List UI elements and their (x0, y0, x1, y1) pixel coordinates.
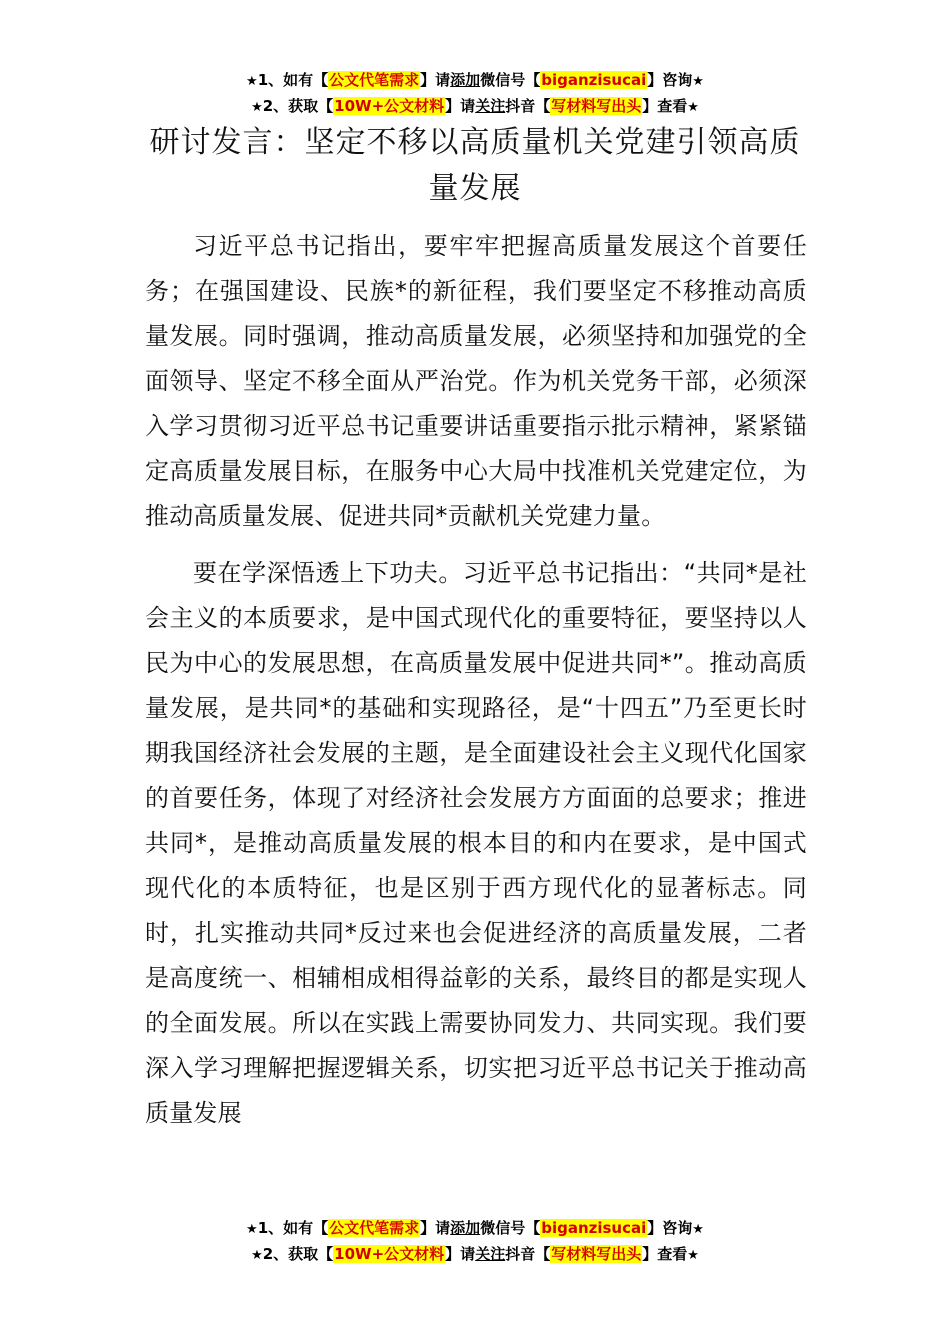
highlight-douyin-id: 写材料写出头 (551, 1245, 642, 1263)
banner-text: 】咨询 (647, 1219, 693, 1237)
banner-text: 】查看 (642, 97, 688, 115)
star-icon: ★ (246, 74, 258, 89)
star-icon: ★ (251, 100, 263, 115)
banner-line-2 (0, 1242, 950, 1268)
underlined-text: 关注 (475, 97, 506, 115)
highlight-service: 公文代笔需求 (329, 1219, 420, 1237)
banner-text: 】咨询 (647, 71, 693, 89)
banner-text: 微信号【 (480, 1219, 541, 1237)
underlined-text: 添加 (450, 1219, 481, 1237)
banner-text: 】请 (445, 97, 476, 115)
banner-text: 】查看 (642, 1245, 688, 1263)
highlight-materials: 10W+公文材料 (334, 1245, 445, 1263)
underlined-text: 添加 (450, 71, 481, 89)
highlight-douyin-id: 写材料写出头 (551, 97, 642, 115)
star-icon: ★ (251, 1248, 263, 1263)
star-icon: ★ (687, 100, 699, 115)
document-title: 研讨发言：坚定不移以高质量机关党建引领高质量发展 (149, 125, 801, 206)
banner-text: 2、获取【 (262, 97, 334, 115)
banner-line-1 (0, 68, 950, 94)
highlight-service: 公文代笔需求 (329, 71, 420, 89)
banner-text: 抖音【 (505, 97, 551, 115)
header-banner (0, 68, 950, 120)
footer-banner (0, 1216, 950, 1268)
star-icon: ★ (246, 1222, 258, 1237)
banner-text: 】请 (445, 1245, 476, 1263)
banner-text: 2、获取【 (262, 1245, 334, 1263)
highlight-wechat-id: biganzisucai (541, 1219, 647, 1237)
highlight-materials: 10W+公文材料 (334, 97, 445, 115)
paragraph: 习近平总书记指出，要牢牢把握高质量发展这个首要任务；在强国建设、民族*的新征程，我们要坚定不移推动高质量发展。同时强调，推动高质量发展，必须坚持和加强党的全面领导、坚定不移全面从严治党。作为机关党务干部，必须深入学习贯彻习近平总书记重要讲话重要指示批示精神，紧紧锚定高质量发展目标，在服务中心大局中找准机关党建定位，为推动高质量发展、促进共同*贡献机关党建力量。 (145, 232, 807, 530)
banner-line-1 (0, 1216, 950, 1242)
star-icon: ★ (692, 74, 704, 89)
banner-text: 抖音【 (505, 1245, 551, 1263)
banner-text: 】请 (420, 1219, 451, 1237)
banner-line-2 (0, 94, 950, 120)
highlight-wechat-id: biganzisucai (541, 71, 647, 89)
banner-text: 】请 (420, 71, 451, 89)
banner-text: 1、如有【 (257, 1219, 329, 1237)
star-icon: ★ (692, 1222, 704, 1237)
banner-text: 1、如有【 (257, 71, 329, 89)
star-icon: ★ (687, 1248, 699, 1263)
banner-text: 微信号【 (480, 71, 541, 89)
document-body (145, 224, 807, 1148)
paragraph: 要在学深悟透上下功夫。习近平总书记指出：“共同*是社会主义的本质要求，是中国式现代化的重要特征，要坚持以人民为中心的发展思想，在高质量发展中促进共同*”。推动高质量发展，是共同*的基础和实现路径，是“十四五”乃至更长时期我国经济社会发展的主题，是全面建设社会主义现代化国家的首要任务，体现了对经济社会发展方方面面的总要求；推进共同*，是推动高质量发展的根本目的和内在要求，是中国式现代化的本质特征，也是区别于西方现代化的显著标志。同时，扎实推动共同*反过来也会促进经济的高质量发展，二者是高度统一、相辅相成相得益彰的关系，最终目的都是实现人的全面发展。所以在实践上需要协同发力、共同实现。我们要深入学习理解把握逻辑关系，切实把习近平总书记关于推动高质量发展 (145, 559, 807, 1127)
underlined-text: 关注 (475, 1245, 506, 1263)
